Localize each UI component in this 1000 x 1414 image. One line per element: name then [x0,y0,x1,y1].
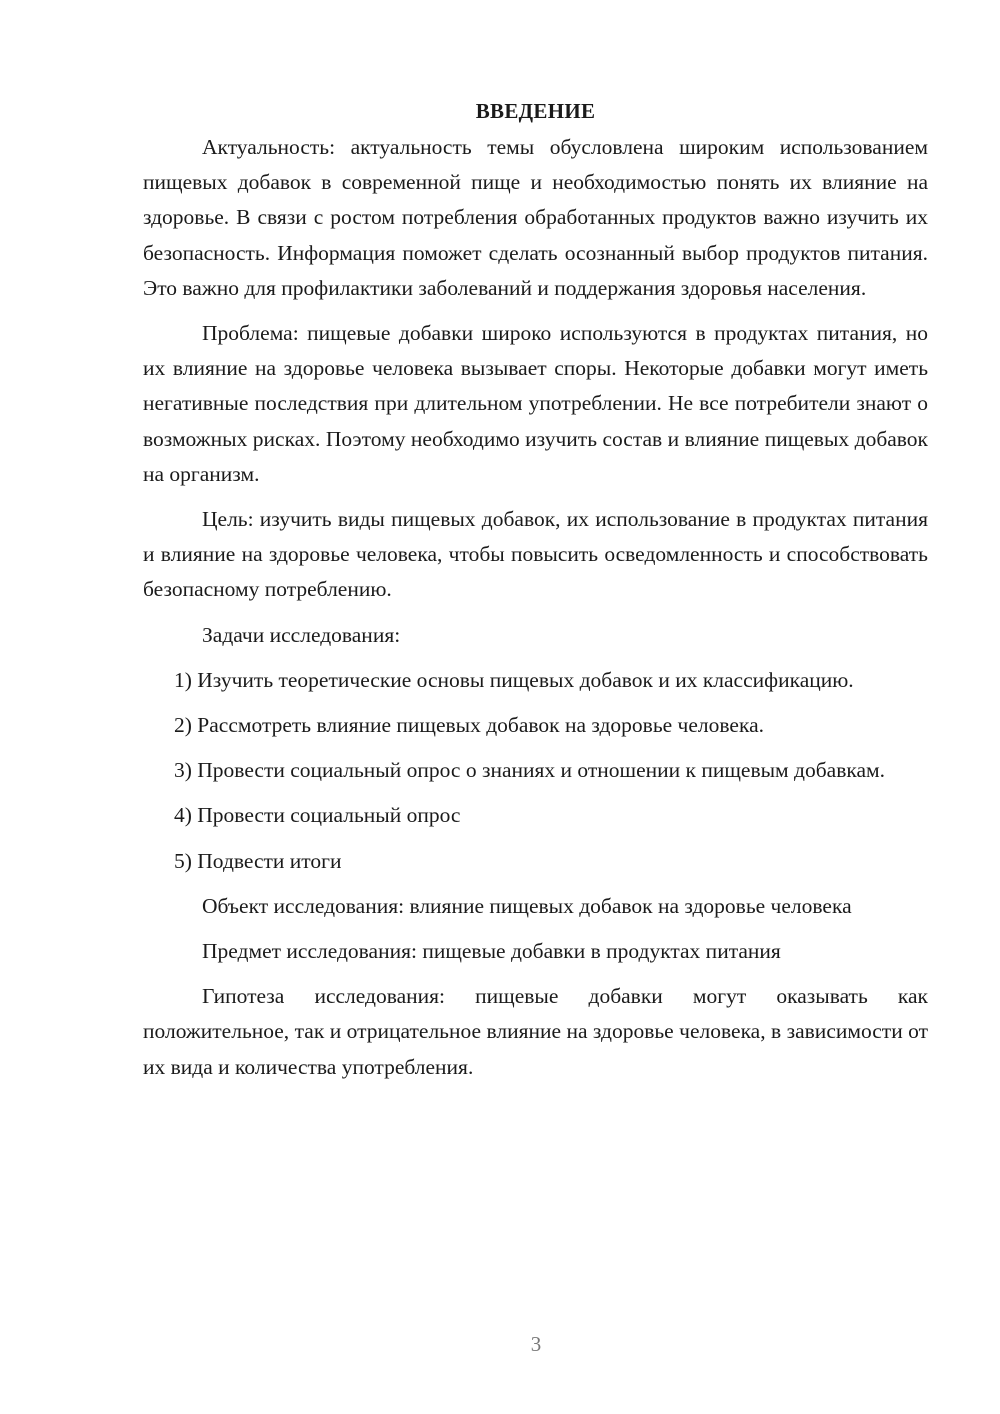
task-item-2: 2) Рассмотреть влияние пищевых добавок на здоровье человека. [174,713,765,738]
task-item-1: 1) Изучить теоретические основы пищевых добавок и их классификацию. [174,667,854,692]
page-title: ВВЕДЕНИЕ [475,99,596,123]
document-page [143,96,928,1095]
goal-paragraph: Цель: изучить виды пищевых добавок, их использование в продуктах питания и влияние на здоровье человека, чтобы повысить осведомленность и способствовать безопасному потреблению. [143,507,928,602]
task-item-3: 3) Провести социальный опрос о знаниях и отношении к пищевым добавкам. [174,758,886,783]
object-paragraph: Объект исследования: влияние пищевых добавок на здоровье человека [202,893,852,918]
subject-paragraph: Предмет исследования: пищевые добавки в продуктах питания [202,939,781,964]
page-number: 3 [530,1332,542,1356]
hypothesis-paragraph: Гипотеза исследования: пищевые добавки могут оказывать как положительное, так и отрицательное влияние на здоровье человека, в зависимости от их вида и количества употребления. [143,984,928,1079]
problem-paragraph: Проблема: пищевые добавки широко используются в продуктах питания, но их влияние на здоровье человека вызывает споры. Некоторые добавки могут иметь негативные последствия при длительном употреблении. Не все потребители знают о возможных рисках. Поэтому необходимо изучить состав и влияние пищевых добавок на организм. [143,321,928,486]
task-item-4: 4) Провести социальный опрос [174,803,461,828]
tasks-heading: Задачи исследования: [202,622,401,647]
task-item-5: 5) Подвести итоги [174,848,342,873]
relevance-paragraph: Актуальность: актуальность темы обусловлена широким использованием пищевых добавок в современной пище и необходимостью понять их влияние на здоровье. В связи с ростом потребления обработанных продуктов важно изучить их безопасность. Информация поможет сделать осознанный выбор продуктов питания. Это важно для профилактики заболеваний и поддержания здоровья населения. [143,135,928,300]
